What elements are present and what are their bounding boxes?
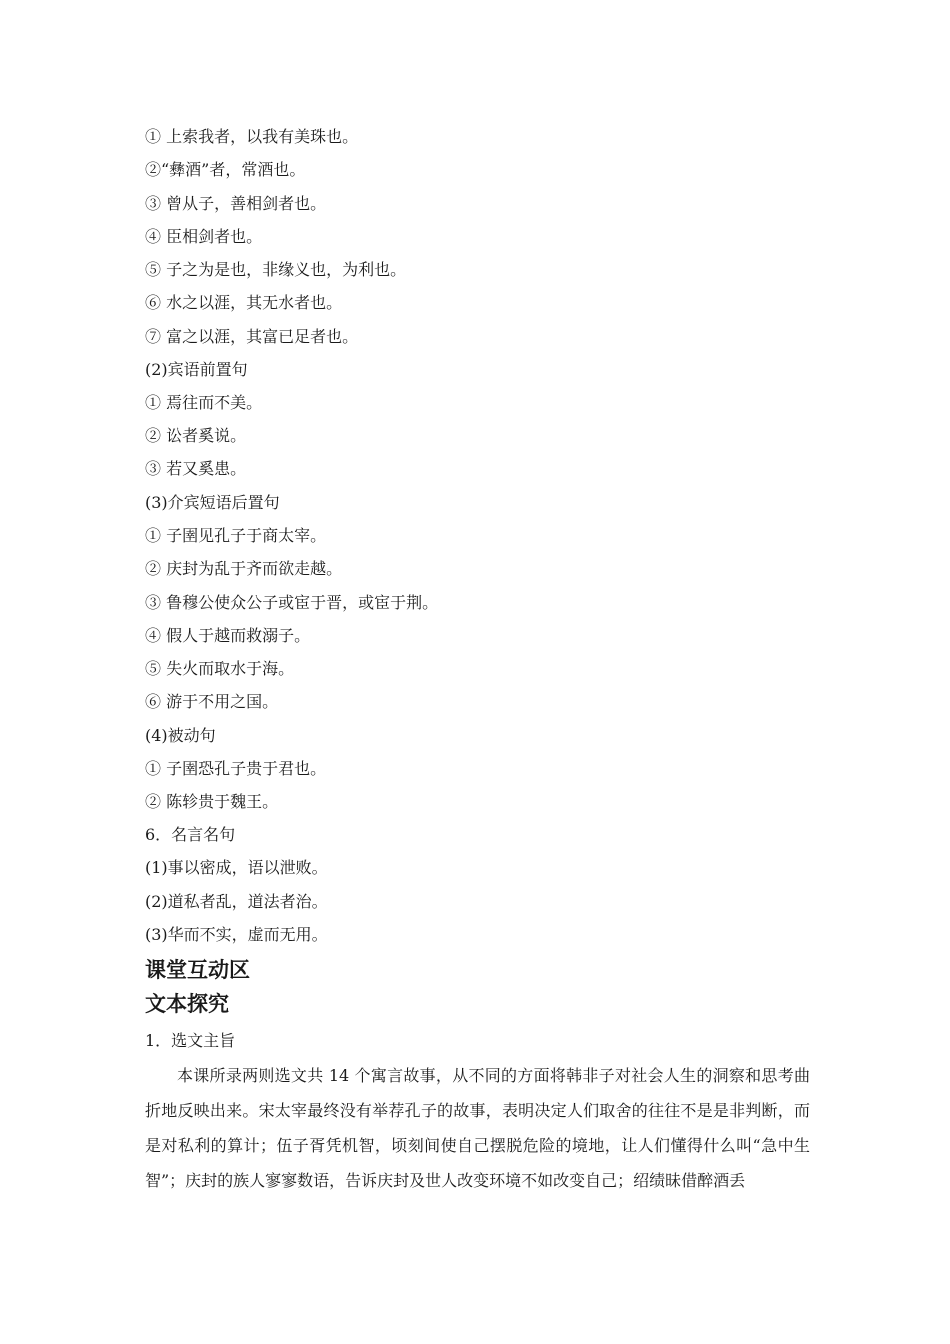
text-line: ⑥ 水之以涯，其无水者也。 xyxy=(145,293,343,312)
list-subheading: (4)被动句 xyxy=(145,726,216,745)
subtopic-heading: 1．选文主旨 xyxy=(145,1031,236,1050)
section-heading: 课堂互动区 xyxy=(145,958,250,982)
text-line: ① 焉往而不美。 xyxy=(145,393,263,412)
text-line: ⑦ 富之以涯，其富已足者也。 xyxy=(145,327,359,346)
text-line: ④ 臣相剑者也。 xyxy=(145,227,263,246)
list-subheading: (2)宾语前置句 xyxy=(145,360,248,379)
text-line: ① 上索我者，以我有美珠也。 xyxy=(145,127,359,146)
list-subheading: (3)介宾短语后置句 xyxy=(145,493,280,512)
text-line: ① 子圉恐孔子贵于君也。 xyxy=(145,759,327,778)
text-line: ③ 鲁穆公使众公子或宦于晋，或宦于荆。 xyxy=(145,593,439,612)
list-heading: 6．名言名句 xyxy=(145,825,236,844)
text-line: (1)事以密成，语以泄败。 xyxy=(145,858,328,877)
text-line: ③ 曾从子，善相剑者也。 xyxy=(145,194,327,213)
text-line: ③ 若又奚患。 xyxy=(145,459,247,478)
text-line: ① 子圉见孔子于商太宰。 xyxy=(145,526,327,545)
text-line: ② 陈轸贵于魏王。 xyxy=(145,792,279,811)
text-line: ② 庆封为乱于齐而欲走越。 xyxy=(145,559,343,578)
text-line: ④ 假人于越而救溺子。 xyxy=(145,626,311,645)
text-line: (2)道私者乱，道法者治。 xyxy=(145,892,328,911)
text-line: ⑤ 子之为是也，非缘义也，为利也。 xyxy=(145,260,407,279)
body-paragraph: 本课所录两则选文共 14 个寓言故事，从不同的方面将韩非子对社会人生的洞察和思考曲折地反映出来。宋太宰最终没有举荐孔子的故事，表明决定人们取舍的往往不是是非判断，而是对私利的算计；伍子胥凭机智，顷刻间使自己摆脱危险的境地，让人们懂得什么叫“急中生智”；庆封的族人寥寥数语，告诉庆封及世人改变环境不如改变自己；绍绩昧借醉酒丢 xyxy=(145,1066,810,1190)
text-line: ②“彝酒”者，常酒也。 xyxy=(145,160,306,179)
text-line: ⑤ 失火而取水于海。 xyxy=(145,659,295,678)
text-line: ⑥ 游于不用之国。 xyxy=(145,692,279,711)
subsection-heading: 文本探究 xyxy=(145,992,229,1016)
text-line: (3)华而不实，虚而无用。 xyxy=(145,925,328,944)
text-line: ② 讼者奚说。 xyxy=(145,426,247,445)
